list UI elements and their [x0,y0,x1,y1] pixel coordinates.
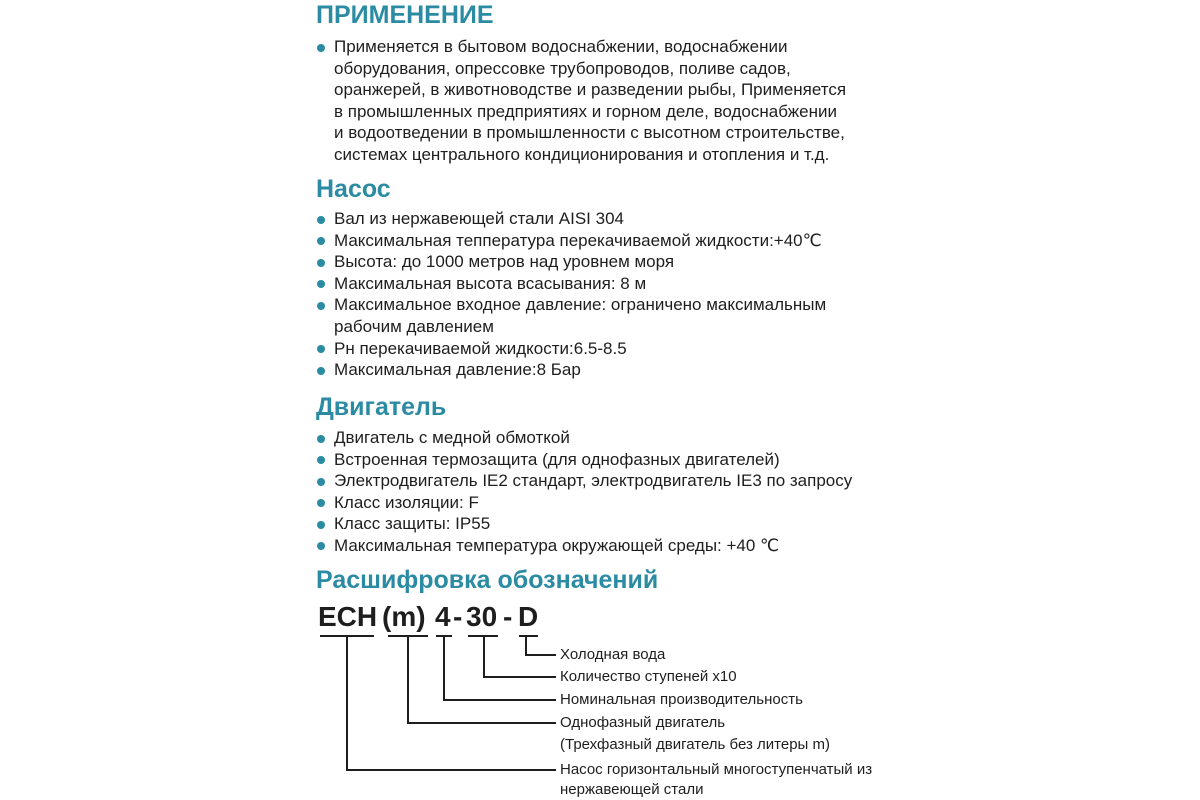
motor-item-text: Электродвигатель IE2 стандарт, электродвигатель IE3 по запросу [334,471,853,491]
label-material: нержавеющей стали [560,781,704,798]
motor-item-text: Класс изоляции: F [334,492,479,512]
pump-title: Насос [316,175,391,203]
code-stages: 30 [466,601,498,632]
pump-item-text: Максимальное входное давление: ограничено максимальным [334,295,827,315]
pump-item-text: Максимальная теппература перекачиваемой жидкости:+40℃ [334,230,822,250]
application-text-line: Применяется в бытовом водоснабжении, водоснабжении [334,37,788,56]
pump-item-continuation: рабочим давлением [334,317,494,336]
pump-item-text: Высота: до 1000 метров над уровнем моря [334,252,675,272]
pump-item-text: Максимальная высота всасывания: 8 м [334,273,647,293]
motor-item-text: Двигатель с медной обмоткой [334,428,570,447]
label-stages: Количество ступеней x10 [560,668,737,685]
application-text-line: оранжерей, в животноводстве и разведении рыбы, Применяется [334,80,847,100]
application-text-line: и водоотведении в промышленности с высотном строительстве, [334,123,845,143]
code-capacity: 4 [435,601,451,632]
label-pump-type: Насос горизонтальный многоступенчатый из [560,761,873,778]
application-text-line: в промышленных предприятиях и горном деле, водоснабжении [334,101,837,121]
code-ech: ECH [318,601,378,632]
code-dash-2: - [503,601,513,632]
decoding-title: Расшифровка обозначений [316,566,659,594]
pump-item-text: Рн перекачиваемой жидкости:6.5-8.5 [334,338,627,358]
label-three-phase-note: (Трехфазный двигатель без литеры m) [560,736,830,753]
code-m: (m) [382,601,426,632]
label-capacity: Номинальная производительность [560,691,803,708]
application-text-line: системах центрального кондиционирования и отопления и т.д. [334,144,830,164]
motor-item-text: Класс защиты: IP55 [334,514,491,534]
application-title: ПРИМЕНЕНИЕ [316,1,494,29]
connector-capacity [444,636,556,700]
code-dash-1: - [453,601,463,632]
pump-item-text: Максимальная давление:8 Бар [334,360,581,380]
application-text-line: оборудования, опрессовке трубопроводов, поливе садов, [334,58,791,78]
pump-item-text: Вал из нержавеющей стали AISI 304 [334,209,624,228]
motor-title: Двигатель [316,393,447,421]
label-single-phase: Однофазный двигатель [560,714,726,731]
code-d: D [518,601,539,632]
label-cold-water: Холодная вода [560,646,666,663]
connector-stages [484,636,556,677]
motor-item-text: Встроенная термозащита (для однофазных двигателей) [334,449,780,469]
connector-single-phase [408,636,556,723]
connector-pump-type [347,636,556,770]
connector-cold-water [526,636,556,655]
motor-item-text: Максимальная температура окружающей среды: +40 ℃ [334,535,780,555]
